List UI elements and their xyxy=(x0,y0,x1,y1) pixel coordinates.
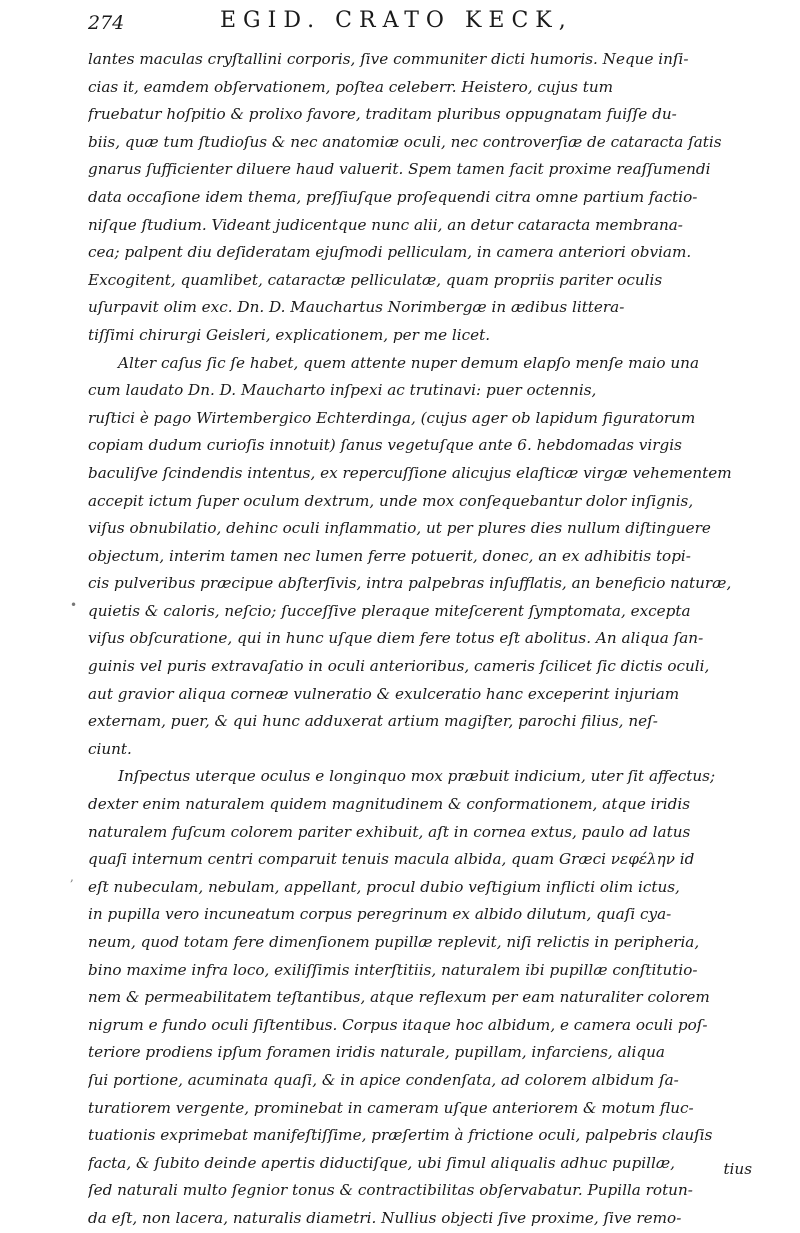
text-line: cum laudato Dn. D. Maucharto inſpexi ac trutinavi: puer octennis, xyxy=(88,381,597,400)
text-line: lantes maculas cryſtallini corporis, ſive communiter dicti humoris. Neque inſi- xyxy=(88,50,689,68)
text-line: teriore prodiens ipſum foramen iridis naturale, pupillam, infarciens, aliqua xyxy=(88,1043,665,1062)
paragraph-start-line: Alter caſus ſic ſe habet, quem attente nuper demum elapſo menſe maio una xyxy=(118,353,700,372)
text-line: uſurpavit olim exc. Dn. D. Mauchartus Norimbergæ in ædibus littera- xyxy=(88,298,625,317)
text-line: turatiorem vergente, prominebat in cameram uſque anteriorem & motum fluc- xyxy=(88,1098,694,1117)
text-line: quietis & caloris, neſcio; ſucceſſive pleraque miteſcerent ſymptomata, excepta xyxy=(88,601,691,620)
text-line: copiam dudum curioſis innotuit) ſanus vegetuſque ante 6. hebdomadas virgis xyxy=(88,436,682,455)
text-line: ruſtici è pago Wirtembergico Echterdinga, (cujus ager ob lapidum figuratorum xyxy=(88,408,696,427)
text-line: biis, quæ tum ſtudioſus & nec anatomiæ oculi, nec controverſiæ de cataracta ſatis xyxy=(88,132,722,151)
text-line: tiſſimi chirurgi Geisleri, explicationem, per me licet. xyxy=(88,325,491,344)
text-line: nigrum e fundo oculi ſiſtentibus. Corpus itaque hoc albidum, e camera oculi poſ- xyxy=(88,1015,708,1034)
text-line: baculiſve ſcindendis intentus, ex repercuſſione alicujus elaſticæ virgæ vehementem xyxy=(88,463,732,482)
text-line: nem & permeabilitatem teſtantibus, atque reflexum per eam naturaliter colorem xyxy=(88,988,710,1007)
text-line: in pupilla vero incuneatum corpus peregrinum ex albido dilutum, quaſi cya- xyxy=(88,905,672,924)
text-line: viſus obſcuratione, qui in hunc uſque diem fere totus eſt abolitus. An aliqua ſan- xyxy=(88,629,704,648)
margin-mark: • xyxy=(70,598,78,612)
text-line: cis pulveribus præcipue abſterſivis, intra palpebras inſufflatis, an beneficio naturæ, xyxy=(88,574,732,593)
text-line: naturalem fuſcum colorem pariter exhibuit, aſt in cornea extus, paulo ad latus xyxy=(88,822,691,841)
text-line: cea; palpent diu deſideratam ejuſmodi pelliculam, in camera anteriori obviam. xyxy=(88,243,692,262)
catchword: tius xyxy=(723,1160,752,1178)
text-line: aut gravior aliqua corneæ vulneratio & exulceratio hanc exceperint injuriam xyxy=(88,684,680,703)
text-line: data occaſione idem thema, preſſiuſque proſequendi citra omne partium factio- xyxy=(88,187,698,206)
text-line: accepit ictum ſuper oculum dextrum, unde mox conſequebantur dolor inſignis, xyxy=(88,491,694,510)
paragraph-start-line: Inſpectus uterque oculus e longinquo mox præbuit indicium, uter ſit affectus; xyxy=(118,767,716,786)
text-line: viſus obnubilatio, dehinc oculi inflammatio, ut per plures dies nullum diſtinguere xyxy=(88,519,711,538)
margin-mark: , xyxy=(70,870,74,884)
text-line: guinis vel puris extravaſatio in oculi anterioribus, cameris ſcilicet ſic dictis oculi, xyxy=(88,657,710,676)
text-line: da eſt, non lacera, naturalis diametri. Nullius objecti ſive proxime, ſive remo- xyxy=(88,1208,682,1227)
text-line: facta, & ſubito deinde apertis diductiſque, ubi ſimul aliqualis adhuc pupillæ, xyxy=(88,1153,675,1172)
text-line: ſed naturali multo ſegnior tonus & contractibilitas obſervabatur. Pupilla rotun- xyxy=(88,1181,693,1200)
page-header xyxy=(88,6,748,42)
page-number: 274 xyxy=(88,12,125,34)
text-line: dexter enim naturalem quidem magnitudinem & conformationem, atque iridis xyxy=(88,795,691,814)
text-line: fruebatur hoſpitio & prolixo favore, traditam pluribus oppugnatam fuiſſe du- xyxy=(88,105,677,124)
text-line: bino maxime infra loco, exiliſſimis interſtitiis, naturalem ibi pupillæ conſtitutio- xyxy=(88,960,698,979)
text-line: eſt nubeculam, nebulam, appellant, procul dubio veſtigium inflicti olim ictus, xyxy=(88,877,680,896)
text-line: neum, quod totam fere dimenſionem pupillæ replevit, niſi relictis in peripheria, xyxy=(88,933,700,951)
text-line: objectum, interim tamen nec lumen ferre potuerit, donec, an ex adhibitis topi- xyxy=(88,546,691,565)
text-line: Excogitent, quamlibet, cataractæ pelliculatæ, quam propriis pariter oculis xyxy=(88,270,663,289)
body-text xyxy=(88,46,756,1233)
text-line: ſui portione, acuminata quaſi, & in apice condenſata, ad colorem albidum ſa- xyxy=(88,1070,679,1089)
text-line: gnarus ſufficienter diluere haud valuerit. Spem tamen facit proxime reaſſumendi xyxy=(88,160,711,179)
text-line: ciunt. xyxy=(88,739,132,758)
text-line: cias it, eamdem obſervationem, poſtea celeberr. Heistero, cujus tum xyxy=(88,77,614,96)
running-head: EGID. CRATO KECK, xyxy=(220,8,573,33)
text-line: quaſi internum centri comparuit tenuis macula albida, quam Græci νεφέλην id xyxy=(88,850,695,869)
text-line: externam, puer, & qui hunc adduxerat artium magiſter, parochi filius, neſ- xyxy=(88,712,658,731)
text-line: tuationis exprimebat manifeſtiſſime, præſertim à frictione oculi, palpebris clauſis xyxy=(88,1126,713,1145)
text-line: niſque ſtudium. Videant judicentque nunc alii, an detur cataracta membrana- xyxy=(88,215,683,234)
